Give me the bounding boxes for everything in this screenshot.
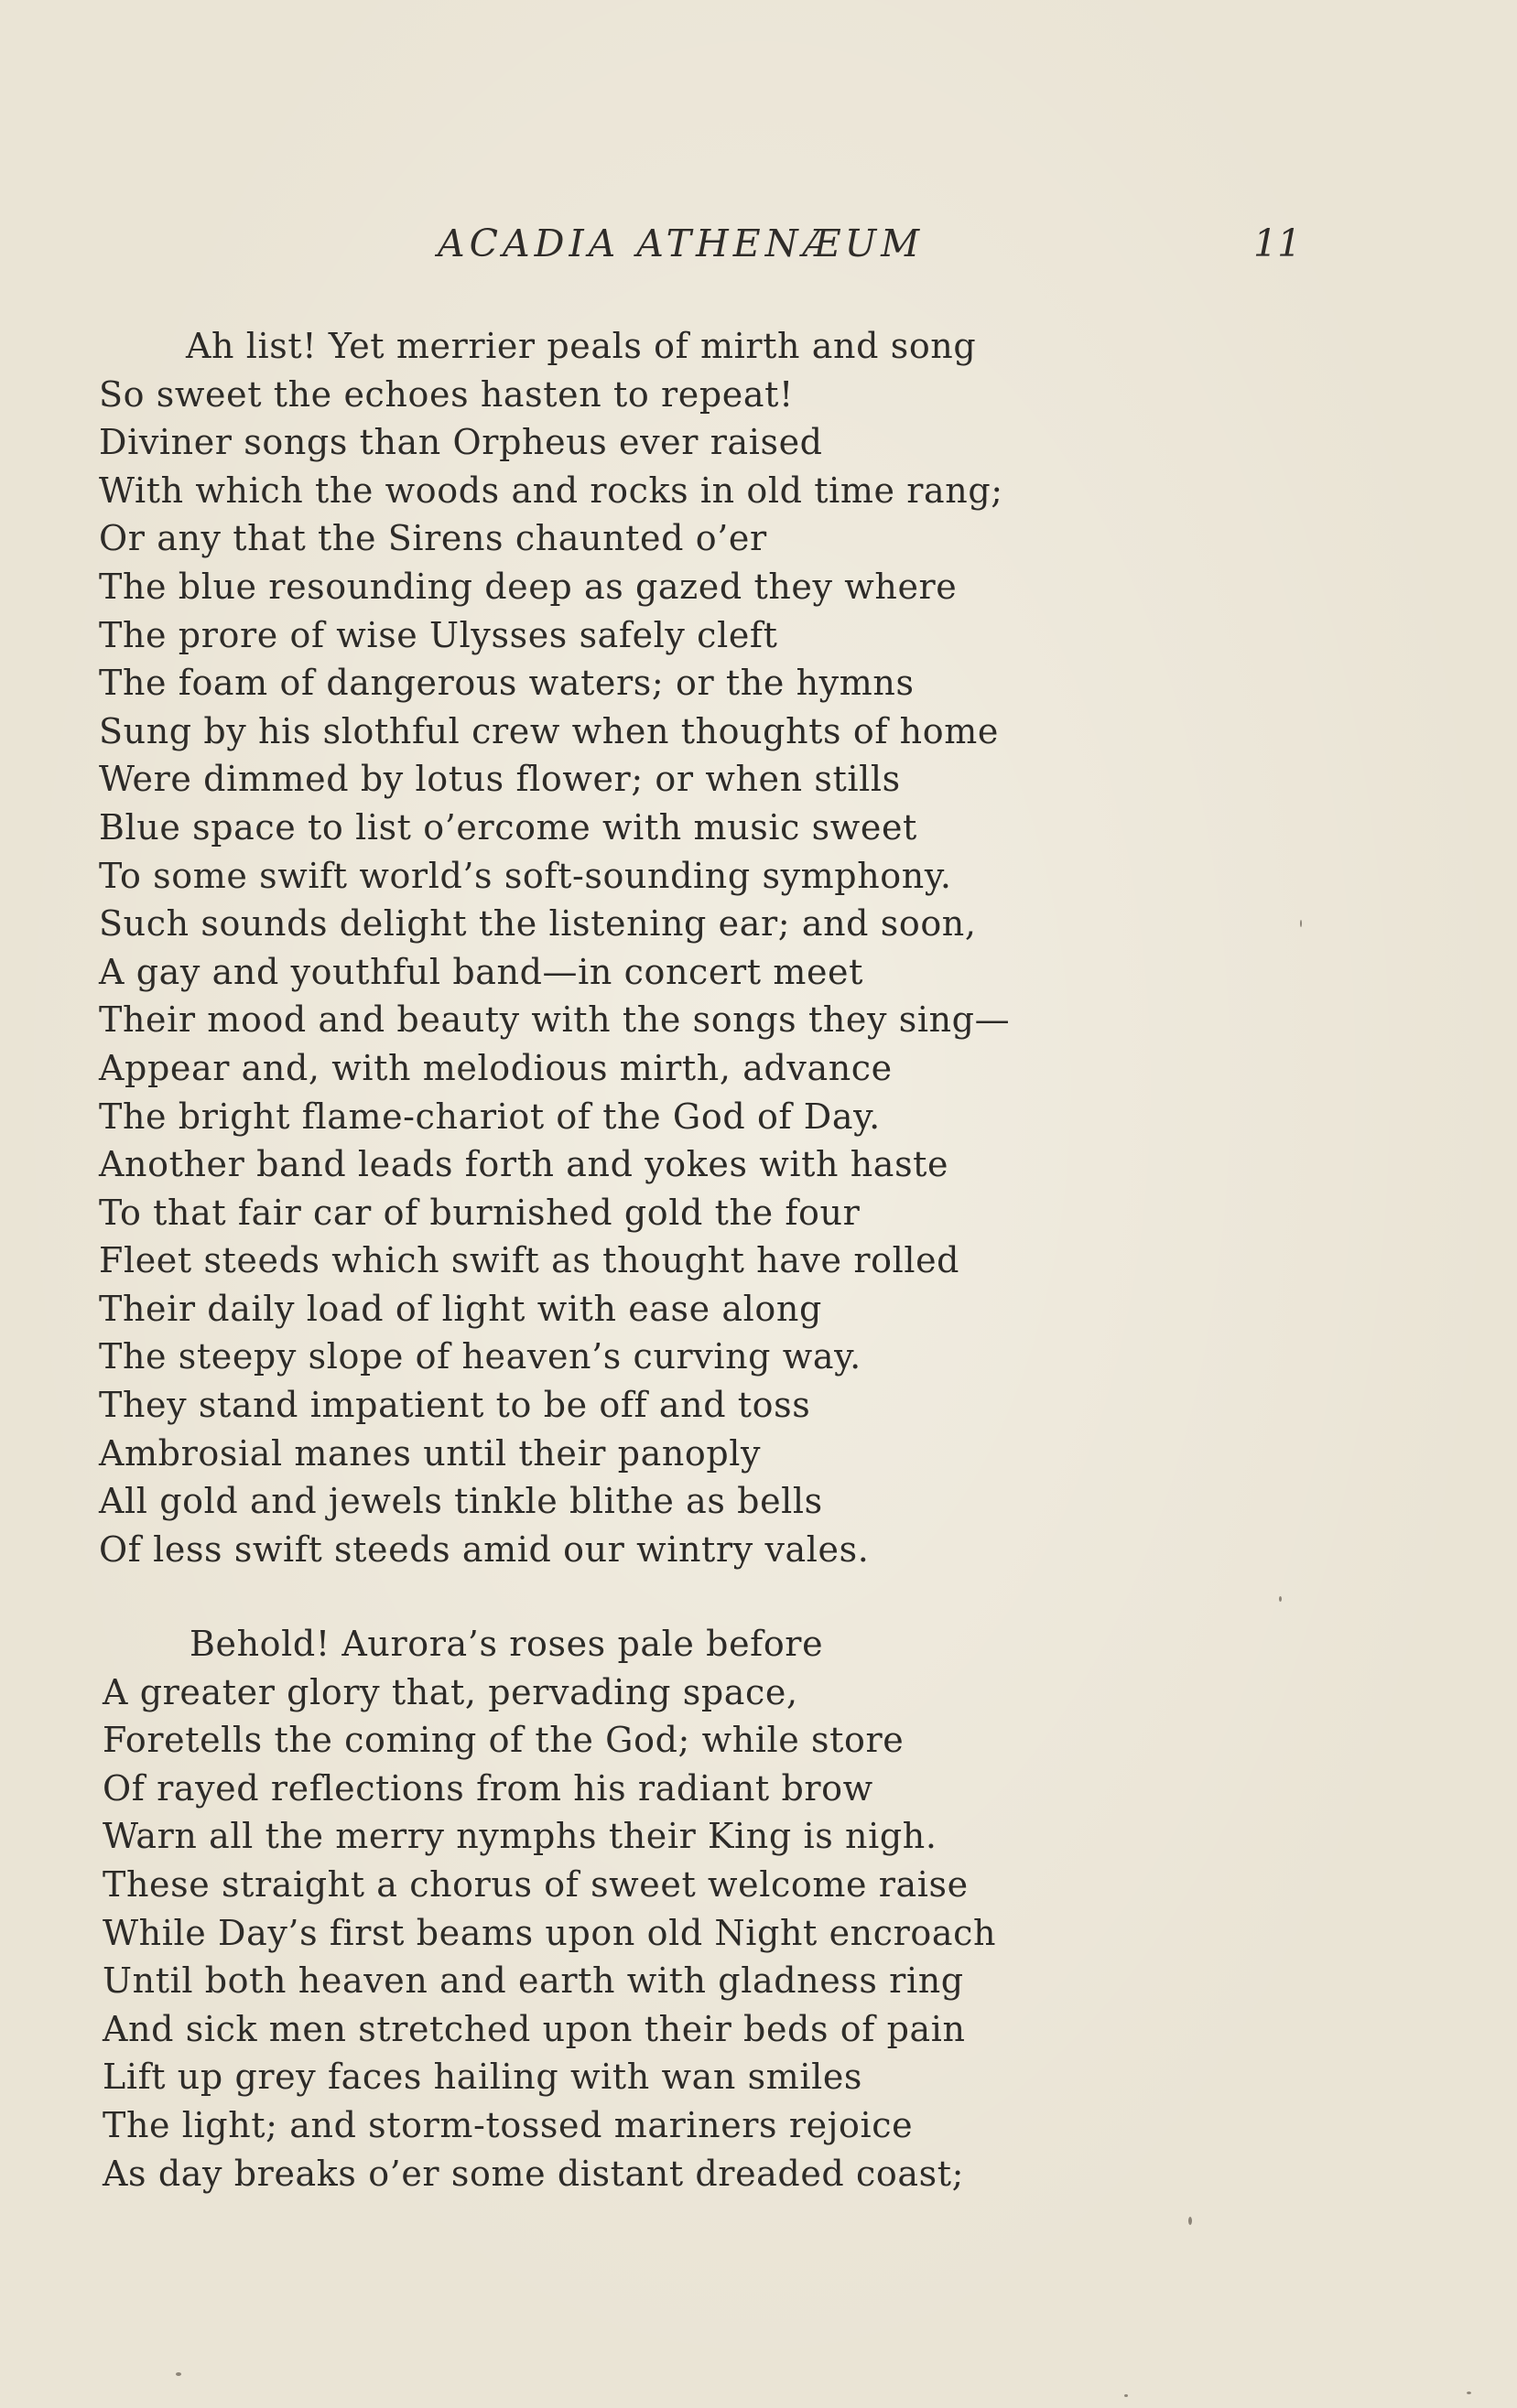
paper-speck [1124, 2394, 1128, 2397]
poem-line: To some swift world’s soft-sounding symphony. [99, 855, 952, 896]
poem-line: The light; and storm-tossed mariners rejoice [103, 2104, 914, 2145]
poem-line: Or any that the Sirens chaunted o’er [99, 518, 767, 559]
poem-line: As day breaks o’er some distant dreaded coast; [103, 2153, 965, 2194]
poem-line: The bright flame-chariot of the God of Day. [99, 1096, 881, 1137]
poem-line: The blue resounding deep as gazed they where [99, 566, 958, 607]
poem-line: Blue space to list o’ercome with music sweet [99, 806, 917, 848]
poem-line: The prore of wise Ulysses safely cleft [99, 614, 778, 655]
paper-speck [176, 2372, 181, 2376]
paper-speck [1300, 920, 1302, 927]
poem-line: Foretells the coming of the God; while store [103, 1720, 905, 1761]
poem-line: Were dimmed by lotus flower; or when stills [99, 759, 901, 800]
poem-line: Sung by his slothful crew when thoughts of home [99, 710, 999, 751]
poem-line: Ambrosial manes until their panoply [99, 1432, 762, 1474]
poem-line: All gold and jewels tinkle blithe as bells [99, 1481, 823, 1522]
poem-line: The foam of dangerous waters; or the hymns [99, 663, 915, 704]
poem-line: The steepy slope of heaven’s curving way. [99, 1336, 861, 1377]
poem-line: They stand impatient to be off and toss [99, 1385, 811, 1426]
poem-line: Their mood and beauty with the songs they sing— [99, 999, 1011, 1041]
poem-line: Appear and, with melodious mirth, advance [99, 1047, 893, 1088]
stanza-1 [99, 322, 1010, 1573]
paper-speck [1188, 2217, 1192, 2225]
poem-line: Another band leads forth and yokes with haste [99, 1144, 949, 1185]
poem-line: A greater glory that, pervading space, [103, 1671, 798, 1712]
poem-line: Fleet steeds which swift as thought have rolled [99, 1240, 960, 1281]
poem-line: Ah list! Yet merrier peals of mirth and song [186, 326, 977, 366]
poem-line: Their daily load of light with ease along [99, 1288, 822, 1329]
page-number: 11 [1253, 221, 1302, 265]
poem-line: A gay and youthful band—in concert meet [99, 951, 864, 992]
poem-line: Warn all the merry nymphs their King is nigh. [103, 1816, 937, 1857]
poem-line: Diviner songs than Orpheus ever raised [99, 422, 823, 463]
poem-line: While Day’s first beams upon old Night encroach [103, 1912, 997, 1953]
poem-line: So sweet the echoes hasten to repeat! [99, 373, 794, 415]
poem-line: Lift up grey faces hailing with wan smiles [103, 2057, 863, 2098]
paper-speck [1467, 2392, 1471, 2394]
poem-line: Of rayed reflections from his radiant brow [103, 1767, 873, 1809]
paper-speck [1279, 1596, 1282, 1602]
poem-line: These straight a chorus of sweet welcome raise [103, 1863, 969, 1905]
stanza-2 [103, 1620, 996, 2197]
poem-line: And sick men stretched upon their beds of pain [103, 2008, 966, 2049]
poem-line: Such sounds delight the listening ear; and soon, [99, 903, 977, 945]
poem-line: With which the woods and rocks in old time rang; [99, 470, 1003, 511]
poem-line: Until both heaven and earth with gladness ring [103, 1960, 964, 2002]
running-head: ACADIA ATHENÆUM [438, 221, 925, 265]
poem-line: Behold! Aurora’s roses pale before [190, 1624, 824, 1664]
poem-line: Of less swift steeds amid our wintry vales. [99, 1528, 870, 1570]
poem-line: To that fair car of burnished gold the four [99, 1192, 861, 1233]
